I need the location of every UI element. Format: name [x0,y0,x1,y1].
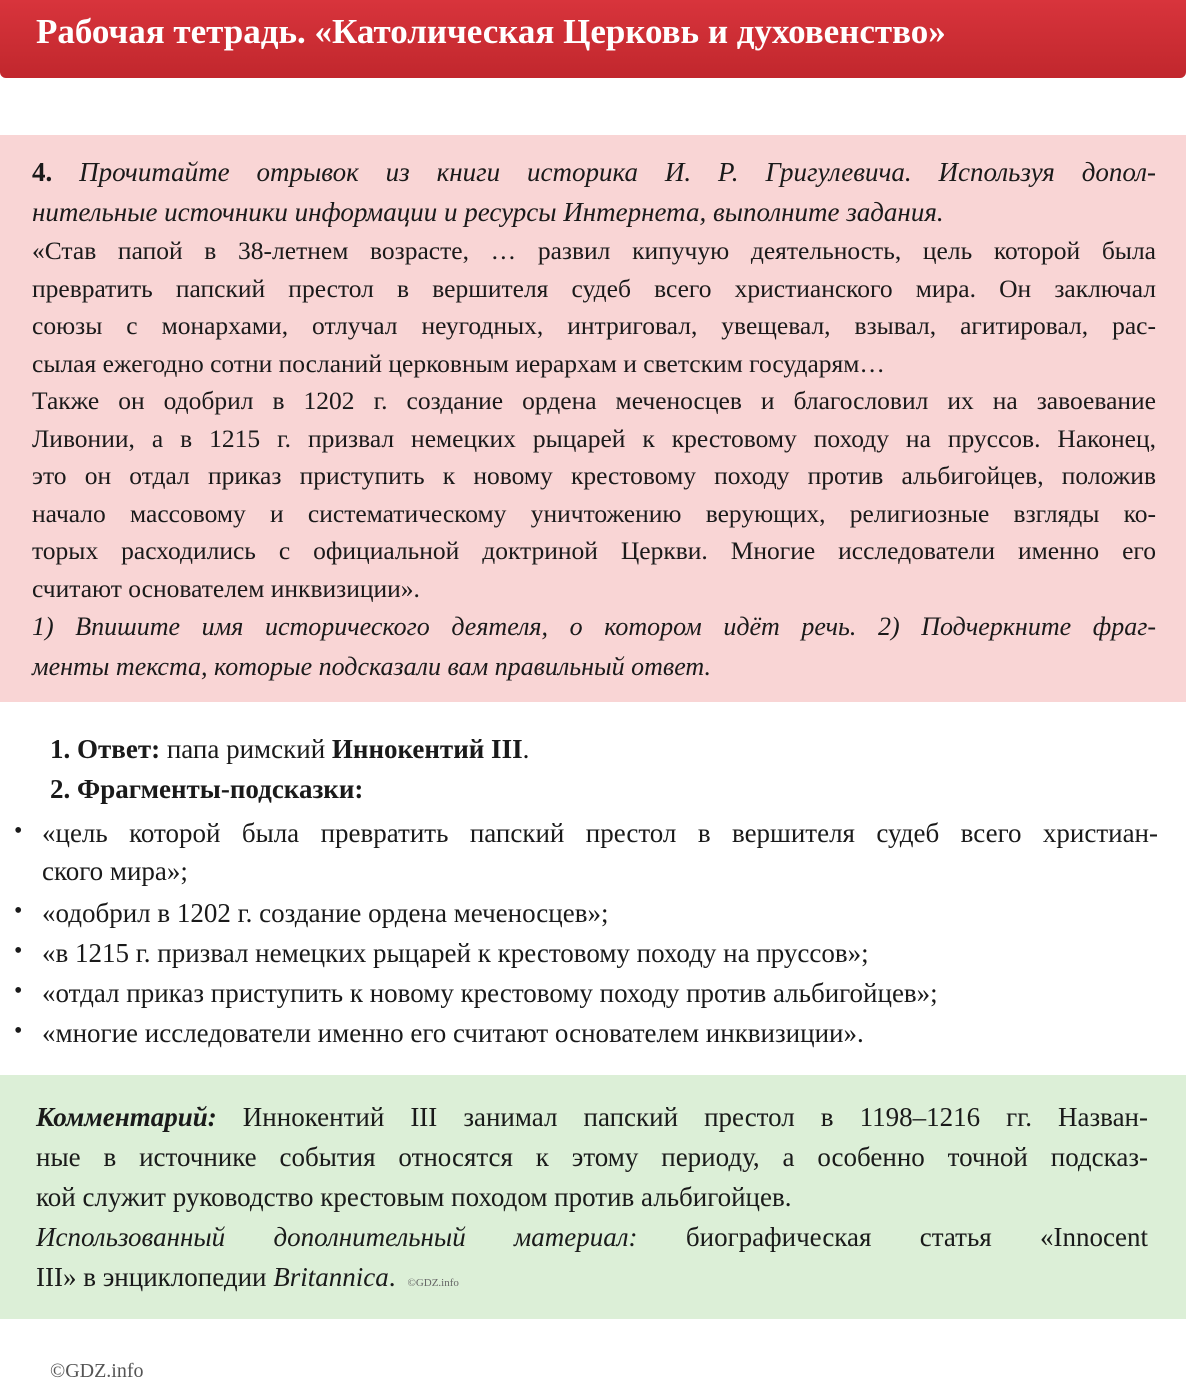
quote-line: считают основателем инквизиции». [32,573,420,603]
answer-label: 1. Ответ: [50,734,161,764]
page-header [0,0,1186,78]
bullet-mark: • [14,818,23,844]
quote-line: сылая ежегодно сотни посланий церковным иерархам и светским государям… [32,348,885,378]
quote-line: Ливонии, а в 1215 г. призвал немецких рыцарей к крестовому походу на пруссов. Наконец, [32,423,1156,453]
question-line-1: 1) Впишите имя исторического деятеля, о котором идёт речь. 2) Подчеркните фраг- [32,612,1156,641]
quote-line: это он отдал приказ приступить к новому крестовому походу против альбигойцев, положив [32,461,1156,490]
quote-line: «Став папой в 38-летнем возрасте, … развил кипучую деятельность, цель которой была [32,236,1156,265]
fragments-label: 2. Фрагменты-подсказки: [50,774,364,804]
task-instruction-line-2: нительные источники информации и ресурсы Интернета, выполните задания. [32,197,944,227]
bullet-mark: • [14,938,23,964]
material-label: Использованный дополнительный материал: [36,1222,638,1252]
britannica-title: Britannica [273,1262,389,1292]
quote-text [32,232,1156,607]
material-line: Использованный дополнительный материал: биографическая статья «Innocent [36,1222,1148,1252]
bullet-mark: • [14,978,23,1004]
question-line-2: менты текста, которые подсказали вам правильный ответ. [32,652,711,681]
fragment-item: «одобрил в 1202 г. создание ордена меченосцев»; [42,898,609,928]
quote-line: союзы с монархами, отлучал неугодных, интриговал, увещевал, взывал, агитировал, рас- [32,311,1156,340]
footer-copyright: ©GDZ.info [50,1360,144,1382]
comment-line: ные в источнике события относятся к этому периоду, а особенно точной подсказ- [36,1142,1148,1172]
answer-name: Иннокентий III [331,734,523,764]
answer-line: 1. Ответ: папа римский Иннокентий III. [50,734,530,764]
bullet-mark: • [14,1018,23,1044]
comment-label: Комментарий: [36,1102,217,1132]
page-title: Рабочая тетрадь. «Католическая Церковь и духовенство» [36,12,946,51]
fragment-item: «цель которой была превратить папский престол в вершителя судеб всего христиан- ского мира»; [42,818,1158,886]
quote-line: превратить папский престол в вершителя судеб всего христианского мира. Он заключал [32,273,1156,303]
comment-line: Комментарий: Иннокентий III занимал папский престол в 1198–1216 гг. Назван- [36,1102,1148,1132]
bullet-mark: • [14,898,23,924]
task-instruction-line-1: 4. Прочитайте отрывок из книги историка И. Р. Григулевича. Используя допол- [32,157,1156,187]
material-line: III» в энциклопедии Britannica. ©GDZ.info [36,1262,459,1292]
task-number: 4. [32,157,53,187]
quote-line: начало массовому и систематическому уничтожению верующих, религиозные взгляды ко- [32,498,1156,528]
quote-line: торых расходились с официальной доктриной Церкви. Многие исследователи именно его [32,536,1156,565]
task-box [0,135,1186,702]
small-copyright: ©GDZ.info [407,1277,459,1289]
comment-line: кой служит руководство крестовым походом против альбигойцев. [36,1182,792,1212]
fragment-item: «отдал приказ приступить к новому крестовому походу против альбигойцев»; [42,978,938,1008]
quote-line: Также он одобрил в 1202 г. создание ордена меченосцев и благословил их на завоевание [32,386,1156,415]
fragment-item: «в 1215 г. призвал немецких рыцарей к крестовому походу на пруссов»; [42,938,869,968]
comment-box [0,1075,1186,1319]
fragment-item: «многие исследователи именно его считают основателем инквизиции». [42,1018,864,1048]
